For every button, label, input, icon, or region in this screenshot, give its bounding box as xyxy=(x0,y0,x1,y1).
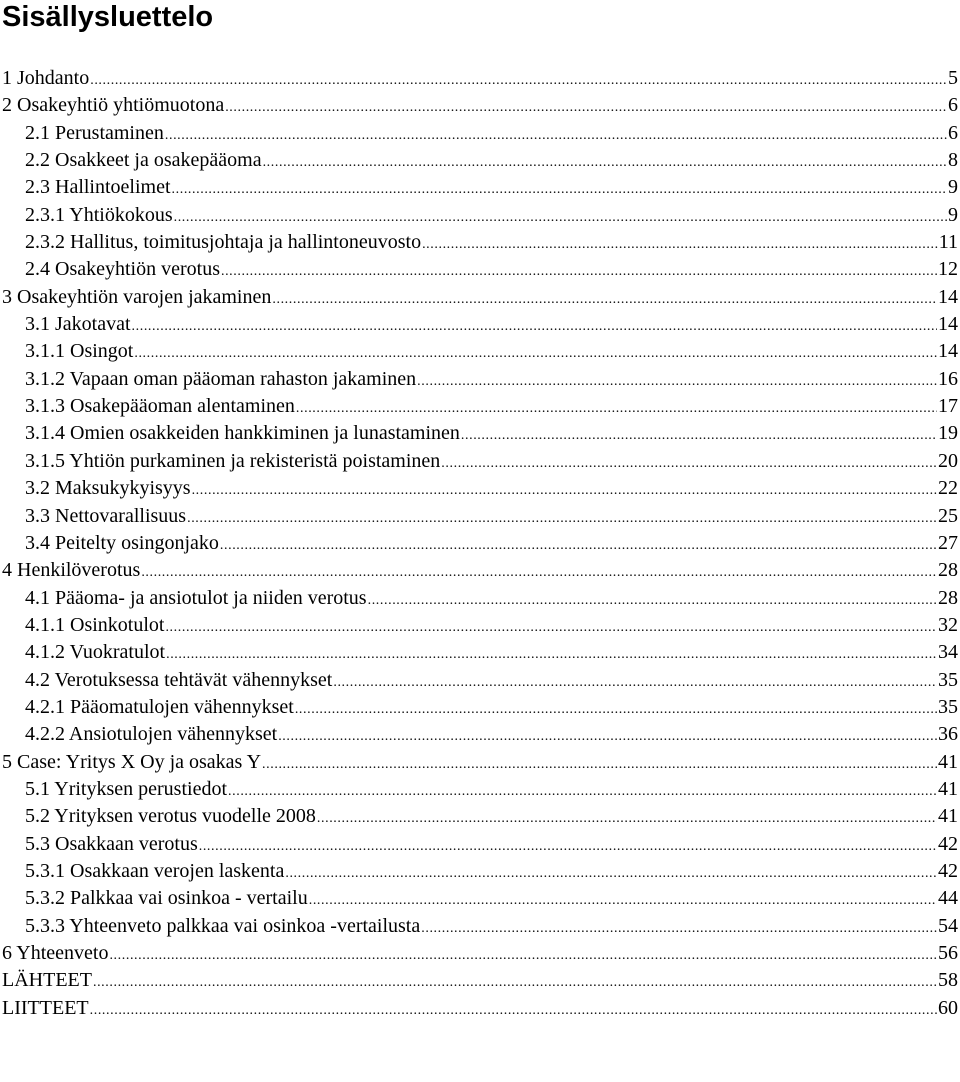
dot-leader xyxy=(278,721,937,750)
toc-entry[interactable] xyxy=(0,475,960,502)
dot-leader xyxy=(141,557,937,586)
toc-entry-label: 4 Henkilöverotus xyxy=(2,559,141,582)
toc-entry[interactable] xyxy=(0,256,960,283)
dot-leader xyxy=(441,448,937,477)
dot-leader xyxy=(220,530,937,559)
toc-entry-label: 5.1 Yrityksen perustiedot xyxy=(25,777,228,800)
toc-entry[interactable] xyxy=(0,639,960,666)
toc-entry-label: 2.2 Osakkeet ja osakepääoma xyxy=(25,149,262,172)
toc-entry-page-number: 41 xyxy=(938,750,958,773)
toc-entry-label: 3.1.4 Omien osakkeiden hankkiminen ja lunastaminen xyxy=(25,422,460,445)
toc-entry-label: 3.1.1 Osingot xyxy=(25,340,134,363)
toc-entry[interactable] xyxy=(0,92,960,119)
toc-entry-page-number: 5 xyxy=(948,67,958,89)
dot-leader xyxy=(90,65,947,94)
toc-entry-page-number: 42 xyxy=(938,859,958,882)
toc-entry-page-number: 36 xyxy=(938,723,958,746)
toc-entry[interactable] xyxy=(0,995,960,1022)
toc-entry[interactable] xyxy=(0,229,960,256)
dot-leader xyxy=(272,284,937,313)
toc-entry-label: 4.1.1 Osinkotulot xyxy=(25,613,165,636)
dot-leader xyxy=(90,995,937,1024)
toc-entry-label: 3 Osakeyhtiön varojen jakaminen xyxy=(2,285,272,308)
toc-entry[interactable] xyxy=(0,393,960,420)
toc-entry-label: 5 Case: Yritys X Oy ja osakas Y xyxy=(2,750,262,773)
toc-entry[interactable] xyxy=(0,803,960,830)
dot-leader xyxy=(461,420,937,449)
toc-entry[interactable] xyxy=(0,858,960,885)
toc-entry-page-number: 35 xyxy=(938,695,958,718)
dot-leader xyxy=(165,612,937,641)
page-title: Sisällysluettelo xyxy=(2,1,214,33)
dot-leader xyxy=(166,639,937,668)
toc-entry-page-number: 28 xyxy=(938,586,958,609)
dot-leader xyxy=(93,967,937,996)
toc-entry-label: 3.4 Peitelty osingonjako xyxy=(25,531,219,554)
toc-entry-label: LIITTEET xyxy=(2,996,89,1019)
toc-entry[interactable] xyxy=(0,503,960,530)
toc-entry-label: 6 Yhteenveto xyxy=(2,942,109,964)
toc-entry-page-number: 28 xyxy=(938,559,958,582)
toc-entry-page-number: 16 xyxy=(938,367,958,390)
toc-entry[interactable] xyxy=(0,721,960,748)
toc-entry[interactable] xyxy=(0,202,960,229)
toc-entry-label: 5.2 Yrityksen verotus vuodelle 2008 xyxy=(25,805,316,828)
toc-entry-page-number: 20 xyxy=(938,449,958,472)
toc-entry[interactable] xyxy=(0,311,960,338)
dot-leader xyxy=(225,92,947,121)
dot-leader xyxy=(263,147,947,176)
toc-entry-label: 5.3.1 Osakkaan verojen laskenta xyxy=(25,859,285,882)
toc-entry[interactable] xyxy=(0,940,960,967)
dot-leader xyxy=(295,694,937,723)
dot-leader xyxy=(317,803,937,832)
toc-entry-label: 3.1.3 Osakepääoman alentaminen xyxy=(25,395,295,418)
toc-entry-page-number: 6 xyxy=(948,121,958,144)
toc-entry-page-number: 9 xyxy=(948,176,958,199)
toc-entry-label: 2.3.1 Yhtiökokous xyxy=(25,203,173,226)
toc-entry[interactable] xyxy=(0,967,960,994)
toc-entry-label: 3.1.2 Vapaan oman pääoman rahaston jakaminen xyxy=(25,367,417,390)
toc-entry[interactable] xyxy=(0,174,960,201)
toc-entry-label: 2.3 Hallintoelimet xyxy=(25,176,171,199)
toc-entry-page-number: 9 xyxy=(948,203,958,226)
toc-entry-label: LÄHTEET xyxy=(2,969,92,992)
toc-entry-page-number: 58 xyxy=(938,969,958,992)
toc-entry-label: 4.2.1 Pääomatulojen vähennykset xyxy=(25,695,294,718)
toc-entry-page-number: 12 xyxy=(938,258,958,281)
toc-entry-page-number: 8 xyxy=(948,149,958,172)
toc-entry-label: 2.1 Perustaminen xyxy=(25,121,164,144)
toc-entry-label: 2 Osakeyhtiö yhtiömuotona xyxy=(2,94,225,117)
toc-entry[interactable] xyxy=(0,749,960,776)
dot-leader xyxy=(421,913,937,942)
dot-leader xyxy=(333,667,937,696)
toc-entry-label: 3.1 Jakotavat xyxy=(25,313,131,336)
toc-entry-page-number: 19 xyxy=(938,422,958,445)
dot-leader xyxy=(187,503,937,532)
dot-leader xyxy=(172,174,947,203)
toc-entry-page-number: 27 xyxy=(938,531,958,554)
toc-entry-page-number: 14 xyxy=(938,285,958,308)
toc-entry[interactable] xyxy=(0,147,960,174)
toc-entry-label: 2.4 Osakeyhtiön verotus xyxy=(25,258,220,281)
toc-entry-page-number: 42 xyxy=(938,832,958,855)
toc-entry[interactable] xyxy=(0,338,960,365)
toc-entry-label: 4.2 Verotuksessa tehtävät vähennykset xyxy=(25,668,333,691)
dot-leader xyxy=(132,311,937,340)
toc-entry-label: 4.2.2 Ansiotulojen vähennykset xyxy=(25,723,278,746)
toc-entry-page-number: 14 xyxy=(938,313,958,336)
toc-entry-label: 4.1.2 Vuokratulot xyxy=(25,641,166,664)
toc-entry[interactable] xyxy=(0,65,960,92)
toc-entry-label: 5.3.2 Palkkaa vai osinkoa - vertailu xyxy=(25,887,308,910)
toc-entry-label: 1 Johdanto xyxy=(2,67,90,89)
toc-entry-page-number: 6 xyxy=(948,94,958,117)
toc-entry[interactable] xyxy=(0,448,960,475)
toc-entry-page-number: 54 xyxy=(938,914,958,937)
dot-leader xyxy=(296,393,937,422)
toc-entry[interactable] xyxy=(0,694,960,721)
toc-entry-label: 2.3.2 Hallitus, toimitusjohtaja ja hallintoneuvosto xyxy=(25,231,422,254)
toc-entry-page-number: 35 xyxy=(938,668,958,691)
toc-entry-page-number: 11 xyxy=(938,231,958,254)
toc-entry[interactable] xyxy=(0,284,960,311)
dot-leader xyxy=(422,229,938,258)
toc-entry-page-number: 56 xyxy=(938,942,958,964)
dot-leader xyxy=(221,256,937,285)
dot-leader xyxy=(285,858,937,887)
toc-entry-page-number: 34 xyxy=(938,641,958,664)
dot-leader xyxy=(199,831,937,860)
toc-entry-page-number: 60 xyxy=(938,996,958,1019)
toc-entry-label: 5.3 Osakkaan verotus xyxy=(25,832,198,855)
toc-entry-page-number: 41 xyxy=(938,805,958,828)
toc-entry-page-number: 17 xyxy=(938,395,958,418)
toc-entry-label: 3.3 Nettovarallisuus xyxy=(25,504,187,527)
toc-entry[interactable] xyxy=(0,885,960,912)
toc-entry[interactable] xyxy=(0,776,960,803)
dot-leader xyxy=(309,885,937,914)
toc-entry[interactable] xyxy=(0,831,960,858)
toc-entry-page-number: 44 xyxy=(938,887,958,910)
toc-entry-page-number: 14 xyxy=(938,340,958,363)
dot-leader xyxy=(262,749,937,778)
dot-leader xyxy=(174,202,947,231)
toc-entry-page-number: 32 xyxy=(938,613,958,636)
toc-entry-label: 3.2 Maksukykyisyys xyxy=(25,477,191,500)
toc-entry[interactable] xyxy=(0,366,960,393)
dot-leader xyxy=(165,120,947,149)
toc-entry-page-number: 41 xyxy=(938,777,958,800)
toc-entry-label: 5.3.3 Yhteenveto palkkaa vai osinkoa -vertailusta xyxy=(25,914,421,937)
toc-entry-page-number: 22 xyxy=(938,477,958,500)
toc-entry[interactable] xyxy=(0,913,960,940)
toc-entry[interactable] xyxy=(0,667,960,694)
dot-leader xyxy=(109,940,937,969)
dot-leader xyxy=(192,475,937,504)
toc-entry-label: 4.1 Pääoma- ja ansiotulot ja niiden verotus xyxy=(25,586,367,609)
toc-entry[interactable] xyxy=(0,530,960,557)
toc-entry-page-number: 25 xyxy=(938,504,958,527)
toc-entry[interactable] xyxy=(0,557,960,584)
table-of-contents xyxy=(0,65,960,1022)
toc-entry[interactable] xyxy=(0,612,960,639)
dot-leader xyxy=(417,366,937,395)
toc-entry[interactable] xyxy=(0,420,960,447)
dot-leader xyxy=(368,585,937,614)
toc-entry[interactable] xyxy=(0,120,960,147)
toc-entry[interactable] xyxy=(0,585,960,612)
toc-entry-label: 3.1.5 Yhtiön purkaminen ja rekisteristä poistaminen xyxy=(25,449,441,472)
dot-leader xyxy=(134,338,937,367)
dot-leader xyxy=(228,776,937,805)
